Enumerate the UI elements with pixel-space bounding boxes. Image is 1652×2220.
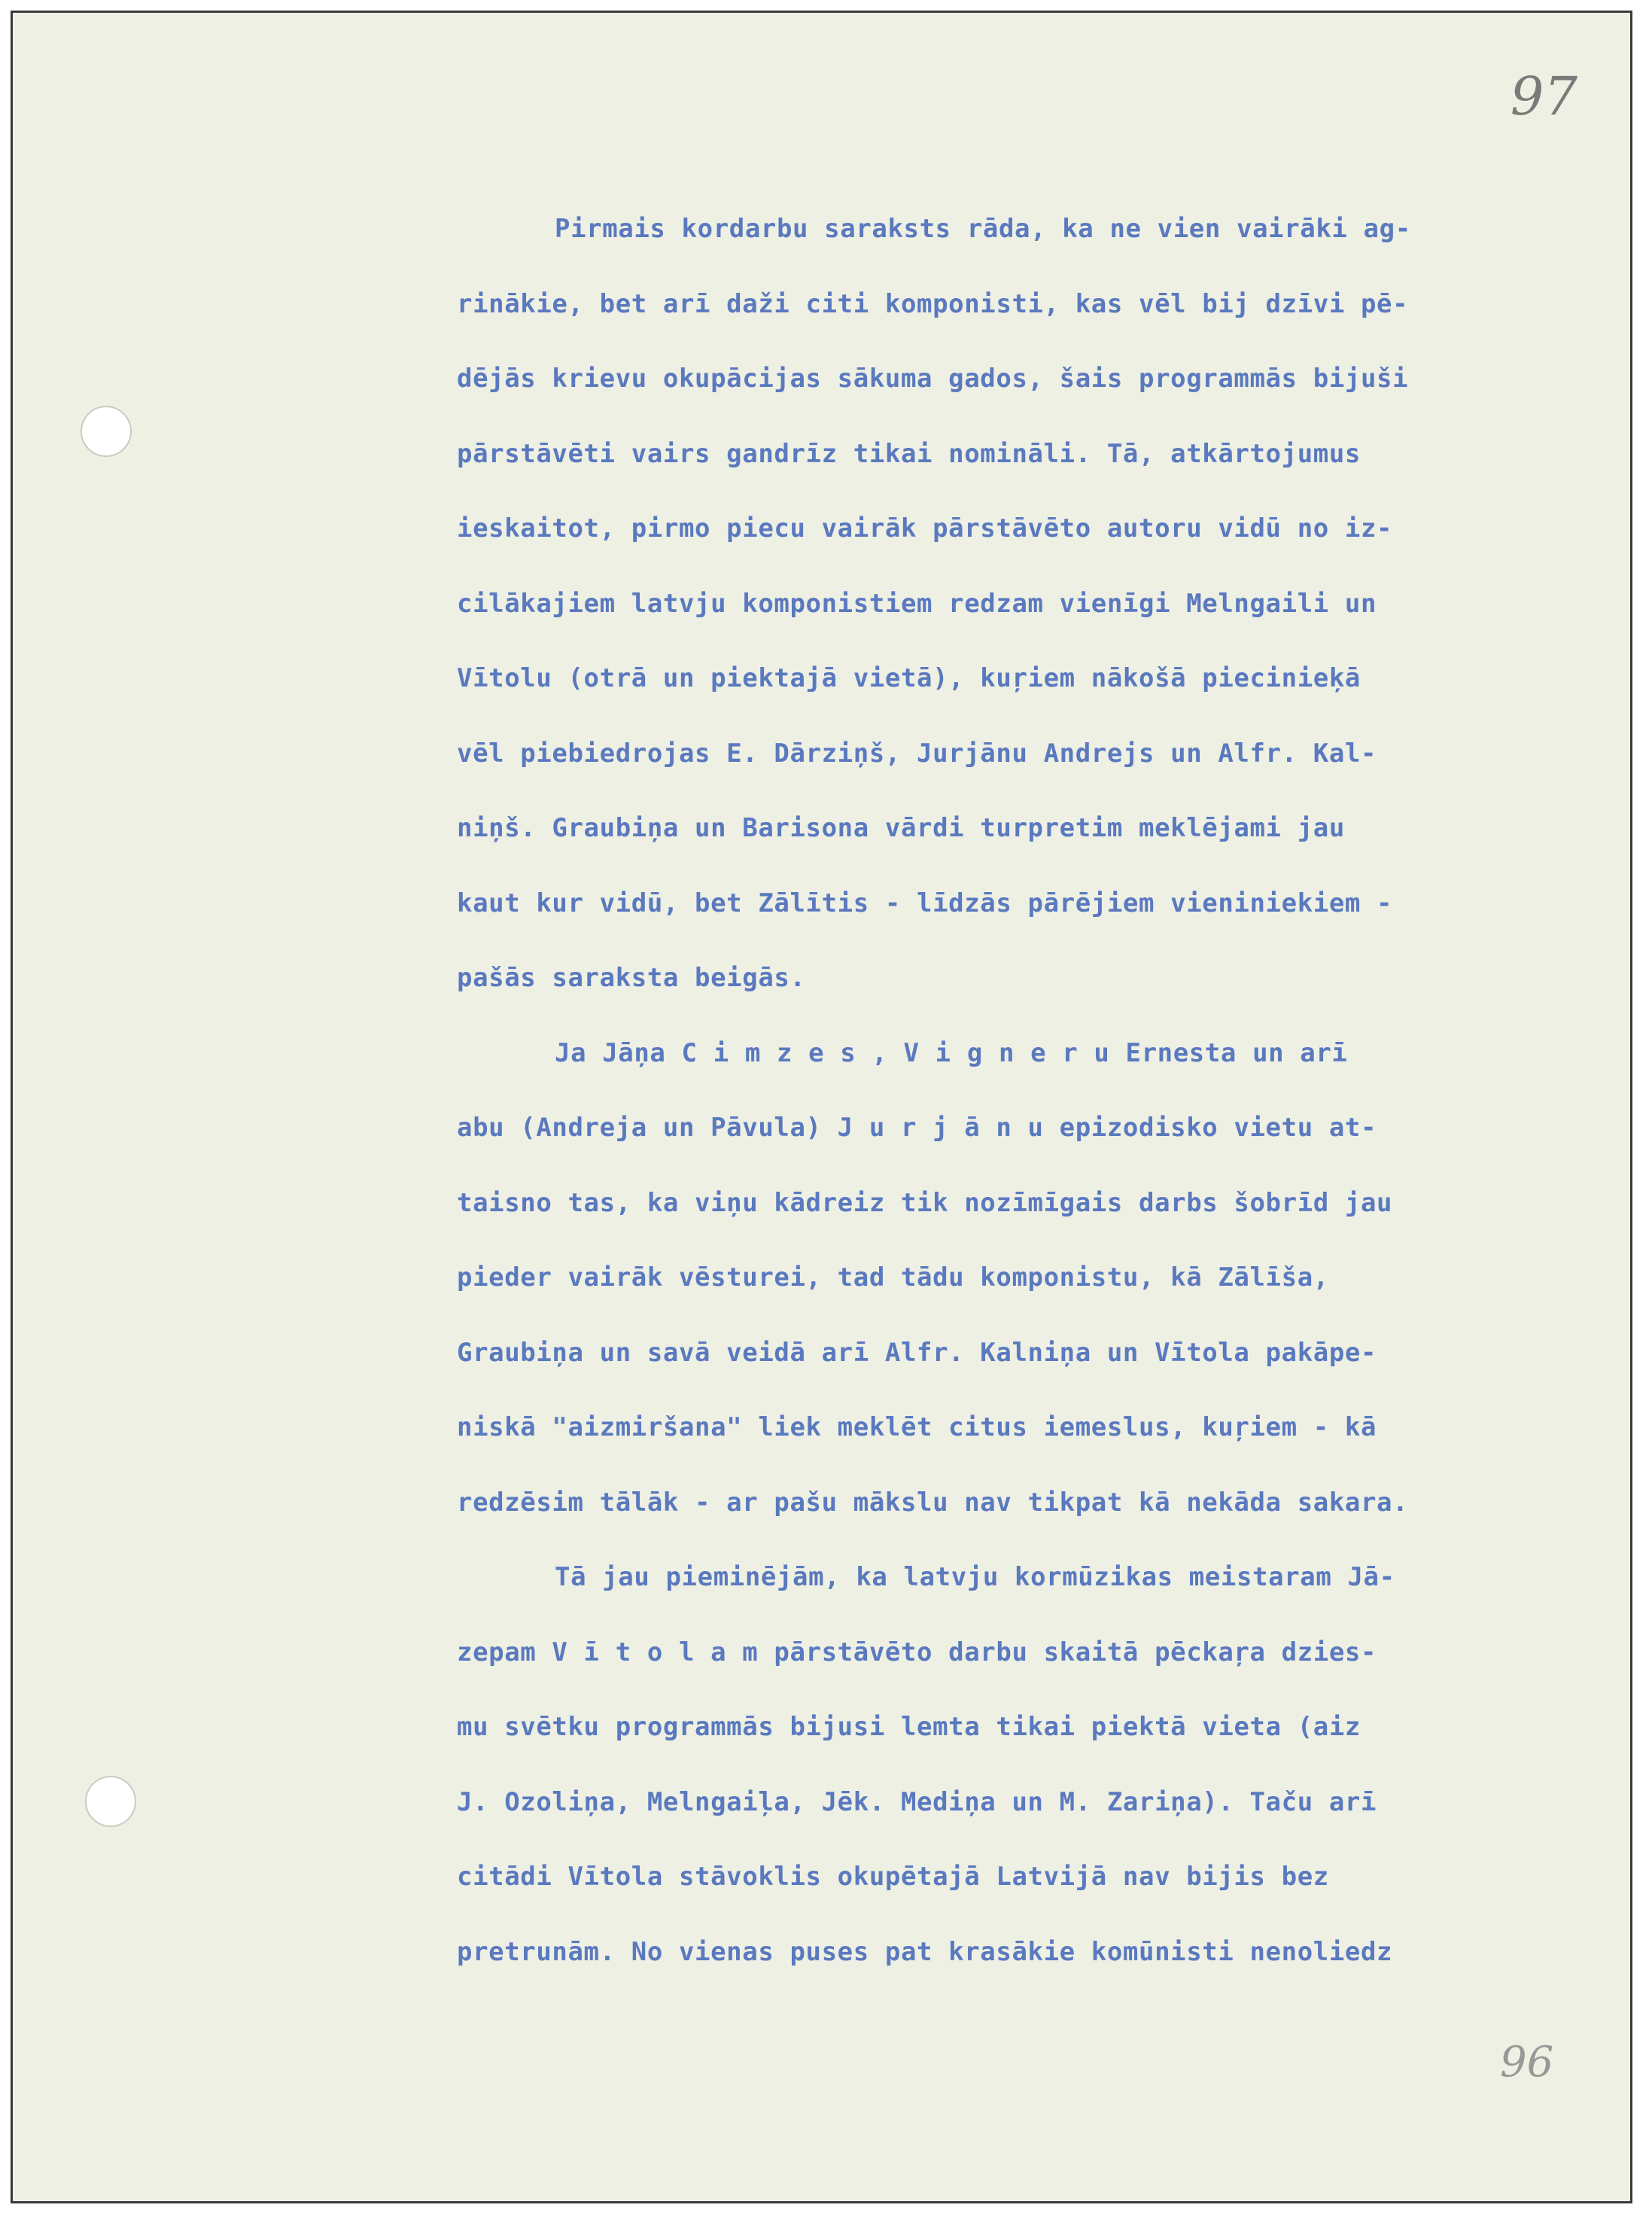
text-line: zepam V ī t o l a m pārstāvēto darbu skaitā pēckaŗa dzies- bbox=[457, 1637, 1377, 1667]
text-line: ieskaitot, pirmo piecu vairāk pārstāvēto autoru vidū no iz- bbox=[457, 513, 1393, 544]
text-line: taisno tas, ka viņu kādreiz tik nozīmīgais darbs šobrīd jau bbox=[457, 1187, 1393, 1218]
text-line: pašās saraksta beigās. bbox=[457, 963, 806, 993]
text-line: cilākajiem latvju komponistiem redzam vienīgi Melngaili un bbox=[457, 588, 1377, 619]
text-line: niskā "aizmiršana" liek meklēt citus iemeslus, kuŗiem - kā bbox=[457, 1412, 1377, 1442]
text-line: dējās krievu okupācijas sākuma gados, šais programmās bijuši bbox=[457, 364, 1409, 394]
text-line: Pirmais kordarbu saraksts rāda, ka ne vien vairāki ag- bbox=[555, 214, 1411, 244]
text-line: vēl piebiedrojas E. Dārziņš, Jurjānu Andrejs un Alfr. Kal- bbox=[457, 738, 1377, 769]
punch-hole-top bbox=[81, 406, 132, 457]
text-line: niņš. Graubiņa un Barisona vārdi turpretim meklējami jau bbox=[457, 813, 1345, 843]
page-number-bottom: 96 bbox=[1500, 2038, 1554, 2087]
text-line: mu svētku programmās bijusi lemta tikai piektā vieta (aiz bbox=[457, 1712, 1361, 1742]
text-line: redzēsim tālāk - ar pašu mākslu nav tikpat kā nekāda sakara. bbox=[457, 1487, 1409, 1518]
text-line: citādi Vītola stāvoklis okupētajā Latvijā nav bijis bez bbox=[457, 1862, 1329, 1892]
text-line: pretrunām. No vienas puses pat krasākie komūnisti nenoliedz bbox=[457, 1936, 1393, 1967]
typewritten-text bbox=[457, 192, 1616, 1990]
text-line: abu (Andreja un Pāvula) J u r j ā n u epizodisko vietu at- bbox=[457, 1113, 1377, 1143]
text-line: Graubiņa un savā veidā arī Alfr. Kalniņa un Vītola pakāpe- bbox=[457, 1337, 1377, 1368]
page-number-top: 97 bbox=[1510, 65, 1577, 127]
document-sheet bbox=[11, 11, 1632, 2203]
text-line: kaut kur vidū, bet Zālītis - līdzās pārējiem vieniniekiem - bbox=[457, 888, 1393, 918]
text-line: rinākie, bet arī daži citi komponisti, kas vēl bij dzīvi pē- bbox=[457, 288, 1409, 319]
text-line: pārstāvēti vairs gandrīz tikai nomināli. Tā, atkārtojumus bbox=[457, 438, 1361, 469]
text-line: Ja Jāņa C i m z e s , V i g n e r u Ernesta un arī bbox=[555, 1037, 1348, 1068]
text-line: Vītolu (otrā un piektajā vietā), kuŗiem nākošā piecinieķā bbox=[457, 663, 1361, 693]
text-line: J. Ozoliņa, Melngaiļa, Jēk. Mediņa un M. Zariņa). Taču arī bbox=[457, 1786, 1377, 1817]
text-line: pieder vairāk vēsturei, tad tādu komponistu, kā Zālīša, bbox=[457, 1262, 1329, 1293]
punch-hole-bottom bbox=[85, 1776, 136, 1827]
text-line: Tā jau pieminējām, ka latvju kormūzikas meistaram Jā- bbox=[555, 1562, 1395, 1592]
